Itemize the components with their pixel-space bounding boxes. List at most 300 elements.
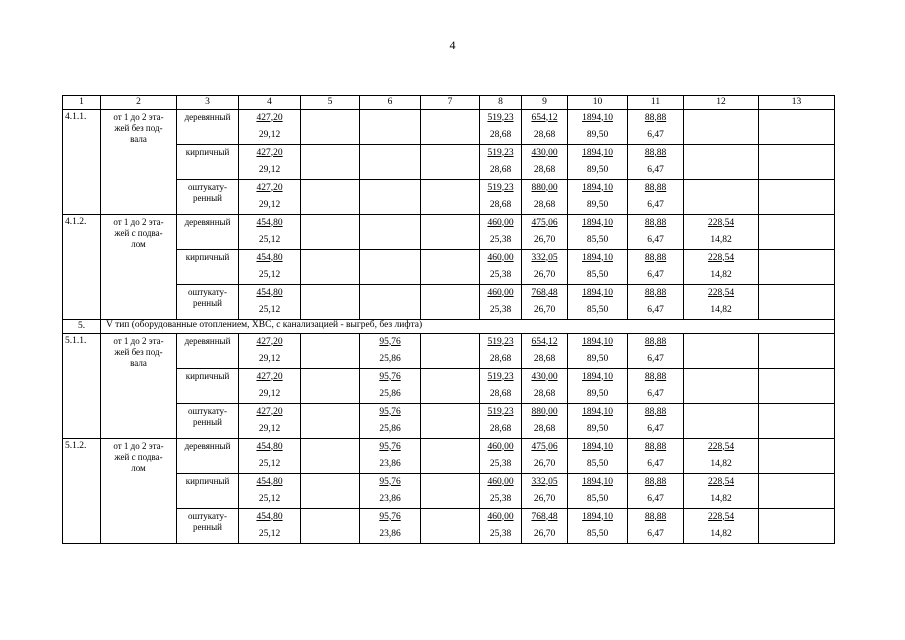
- col-13-cell: [759, 145, 835, 180]
- col-5-cell: [301, 180, 360, 215]
- rate-per-unit-value: 28,68: [533, 353, 556, 364]
- rate-value: 332,05: [531, 476, 558, 487]
- col-8-cell: [480, 250, 522, 285]
- col-13-cell: [759, 474, 835, 509]
- rate-value: 475,06: [531, 441, 558, 452]
- col-10-cell: [568, 509, 628, 544]
- col-6-cell: [360, 250, 421, 285]
- col-6-cell: [360, 439, 421, 474]
- col-5-cell: [301, 110, 360, 145]
- rate-per-unit-value: 6,47: [647, 353, 664, 364]
- col-8-cell: [480, 180, 522, 215]
- rate-per-unit-value: 14,82: [710, 528, 732, 539]
- rate-per-unit-value: 23,86: [379, 493, 401, 504]
- col-7-cell: [421, 110, 480, 145]
- table-row: [63, 110, 835, 145]
- col-11-cell: [628, 334, 684, 369]
- col-11-cell: [628, 145, 684, 180]
- rate-value: 88,88: [644, 441, 667, 452]
- col-7-cell: [421, 180, 480, 215]
- column-number-5: 5: [301, 96, 360, 110]
- rate-per-unit-value: 25,86: [379, 423, 401, 434]
- col-5-cell: [301, 474, 360, 509]
- rate-value: 1894,10: [582, 336, 613, 347]
- rate-per-unit-value: 29,12: [258, 129, 281, 140]
- col-10-cell: [568, 369, 628, 404]
- rate-per-unit-value: 6,47: [647, 493, 664, 504]
- col-4-cell: [239, 369, 301, 404]
- rate-per-unit-value: 14,82: [710, 458, 732, 469]
- rate-value: 95,76: [379, 371, 401, 382]
- col-5-cell: [301, 369, 360, 404]
- rate-value: 1894,10: [582, 112, 613, 123]
- rate-value: 768,48: [531, 511, 558, 522]
- col-5-cell: [301, 509, 360, 544]
- col-13-cell: [759, 439, 835, 474]
- rate-per-unit-value: 25,38: [489, 528, 512, 539]
- tariff-table: [62, 95, 835, 544]
- rate-value: 475,06: [531, 217, 558, 228]
- section-code: 5.: [63, 320, 101, 334]
- col-12-cell: [684, 334, 759, 369]
- wall-material: кирпичный: [177, 369, 239, 404]
- rate-value: 460,00: [487, 287, 514, 298]
- col-4-cell: [239, 180, 301, 215]
- column-number-12: 12: [684, 96, 759, 110]
- col-7-cell: [421, 474, 480, 509]
- rate-per-unit-value: 6,47: [647, 164, 664, 175]
- rate-per-unit-value: 14,82: [710, 234, 732, 245]
- rate-per-unit-value: 25,86: [379, 353, 401, 364]
- col-7-cell: [421, 404, 480, 439]
- rate-per-unit-value: 26,70: [533, 269, 556, 280]
- column-number-11: 11: [628, 96, 684, 110]
- col-7-cell: [421, 509, 480, 544]
- col-5-cell: [301, 334, 360, 369]
- col-11-cell: [628, 474, 684, 509]
- wall-material: деревянный: [177, 334, 239, 369]
- rate-value: 454,80: [256, 476, 283, 487]
- rate-value: 519,23: [487, 182, 514, 193]
- rate-value: 88,88: [644, 182, 667, 193]
- col-6-cell: [360, 285, 421, 320]
- col-13-cell: [759, 509, 835, 544]
- col-13-cell: [759, 334, 835, 369]
- rate-per-unit-value: 85,50: [586, 493, 609, 504]
- rate-per-unit-value: 14,82: [710, 269, 732, 280]
- table-row: [63, 145, 835, 180]
- wall-material: кирпичный: [177, 474, 239, 509]
- column-number-9: 9: [522, 96, 568, 110]
- col-5-cell: [301, 439, 360, 474]
- column-number-10: 10: [568, 96, 628, 110]
- rate-per-unit-value: 29,12: [258, 423, 281, 434]
- group-code: 5.1.1.: [63, 334, 101, 439]
- column-number-3: 3: [177, 96, 239, 110]
- rate-value: 228,54: [707, 287, 735, 298]
- col-6-cell: [360, 145, 421, 180]
- rate-value: 228,54: [707, 476, 735, 487]
- col-7-cell: [421, 439, 480, 474]
- rate-per-unit-value: 28,68: [489, 129, 512, 140]
- rate-value: 228,54: [707, 217, 735, 228]
- rate-per-unit-value: 26,70: [533, 304, 556, 315]
- table-row: [63, 369, 835, 404]
- rate-value: 88,88: [644, 371, 667, 382]
- col-12-cell: [684, 180, 759, 215]
- rate-per-unit-value: 25,38: [489, 269, 512, 280]
- rate-per-unit-value: 6,47: [647, 458, 664, 469]
- col-8-cell: [480, 369, 522, 404]
- wall-material: оштукату- ренный: [177, 180, 239, 215]
- col-10-cell: [568, 110, 628, 145]
- col-13-cell: [759, 285, 835, 320]
- rate-per-unit-value: 89,50: [586, 129, 609, 140]
- rate-value: 88,88: [644, 112, 667, 123]
- col-5-cell: [301, 215, 360, 250]
- rate-value: 1894,10: [582, 252, 613, 263]
- col-6-cell: [360, 404, 421, 439]
- rate-value: 427,20: [256, 371, 283, 382]
- rate-value: 1894,10: [582, 182, 613, 193]
- col-5-cell: [301, 285, 360, 320]
- col-7-cell: [421, 250, 480, 285]
- rate-per-unit-value: 29,12: [258, 353, 281, 364]
- table-row: [63, 509, 835, 544]
- wall-material: деревянный: [177, 215, 239, 250]
- col-9-cell: [522, 369, 568, 404]
- rate-value: 460,00: [487, 476, 514, 487]
- col-7-cell: [421, 215, 480, 250]
- col-4-cell: [239, 250, 301, 285]
- col-11-cell: [628, 285, 684, 320]
- col-13-cell: [759, 215, 835, 250]
- col-8-cell: [480, 334, 522, 369]
- col-8-cell: [480, 404, 522, 439]
- col-11-cell: [628, 404, 684, 439]
- rate-value: 519,23: [487, 147, 514, 158]
- rate-per-unit-value: 26,70: [533, 458, 556, 469]
- column-number-8: 8: [480, 96, 522, 110]
- rate-per-unit-value: 6,47: [647, 269, 664, 280]
- rate-value: 1894,10: [582, 406, 613, 417]
- col-8-cell: [480, 509, 522, 544]
- rate-value: 95,76: [379, 511, 401, 522]
- rate-per-unit-value: 29,12: [258, 199, 281, 210]
- rate-value: 88,88: [644, 406, 667, 417]
- col-10-cell: [568, 285, 628, 320]
- rate-per-unit-value: 6,47: [647, 423, 664, 434]
- wall-material: оштукату- ренный: [177, 404, 239, 439]
- group-code: 4.1.1.: [63, 110, 101, 215]
- rate-value: 228,54: [707, 511, 735, 522]
- rate-value: 1894,10: [582, 476, 613, 487]
- rate-value: 460,00: [487, 252, 514, 263]
- rate-per-unit-value: 25,12: [258, 304, 281, 315]
- rate-per-unit-value: 25,38: [489, 234, 512, 245]
- col-12-cell: [684, 509, 759, 544]
- col-13-cell: [759, 404, 835, 439]
- col-5-cell: [301, 250, 360, 285]
- col-12-cell: [684, 145, 759, 180]
- rate-per-unit-value: 25,38: [489, 458, 512, 469]
- rate-value: 88,88: [644, 252, 667, 263]
- col-4-cell: [239, 404, 301, 439]
- section-row: [63, 320, 835, 334]
- wall-material: кирпичный: [177, 250, 239, 285]
- rate-per-unit-value: 23,86: [379, 528, 401, 539]
- group-code: 5.1.2.: [63, 439, 101, 544]
- col-8-cell: [480, 439, 522, 474]
- wall-material: оштукату- ренный: [177, 285, 239, 320]
- column-numbers-row: [63, 96, 835, 110]
- col-12-cell: [684, 250, 759, 285]
- rate-value: 768,48: [531, 287, 558, 298]
- col-10-cell: [568, 404, 628, 439]
- col-6-cell: [360, 369, 421, 404]
- rate-value: 519,23: [487, 112, 514, 123]
- rate-per-unit-value: 26,70: [533, 493, 556, 504]
- rate-value: 427,20: [256, 182, 283, 193]
- column-number-1: 1: [63, 96, 101, 110]
- col-11-cell: [628, 439, 684, 474]
- col-8-cell: [480, 145, 522, 180]
- rate-per-unit-value: 29,12: [258, 164, 281, 175]
- col-7-cell: [421, 145, 480, 180]
- col-9-cell: [522, 180, 568, 215]
- wall-material: оштукату- ренный: [177, 509, 239, 544]
- rate-per-unit-value: 28,68: [533, 164, 556, 175]
- rate-value: 95,76: [379, 336, 401, 347]
- col-12-cell: [684, 404, 759, 439]
- rate-per-unit-value: 23,86: [379, 458, 401, 469]
- col-9-cell: [522, 110, 568, 145]
- rate-per-unit-value: 14,82: [710, 493, 732, 504]
- rate-value: 1894,10: [582, 147, 613, 158]
- col-6-cell: [360, 110, 421, 145]
- col-10-cell: [568, 250, 628, 285]
- col-4-cell: [239, 474, 301, 509]
- rate-value: 519,23: [487, 336, 514, 347]
- col-11-cell: [628, 509, 684, 544]
- rate-per-unit-value: 28,68: [489, 353, 512, 364]
- rate-per-unit-value: 85,50: [586, 269, 609, 280]
- col-9-cell: [522, 145, 568, 180]
- col-7-cell: [421, 334, 480, 369]
- col-10-cell: [568, 334, 628, 369]
- col-13-cell: [759, 180, 835, 215]
- col-9-cell: [522, 439, 568, 474]
- column-number-6: 6: [360, 96, 421, 110]
- rate-value: 1894,10: [582, 371, 613, 382]
- col-12-cell: [684, 439, 759, 474]
- col-6-cell: [360, 509, 421, 544]
- rate-value: 430,00: [531, 147, 558, 158]
- col-6-cell: [360, 334, 421, 369]
- rate-value: 519,23: [487, 406, 514, 417]
- rate-per-unit-value: 6,47: [647, 234, 664, 245]
- table-row: [63, 285, 835, 320]
- rate-per-unit-value: 89,50: [586, 423, 609, 434]
- rate-per-unit-value: 85,50: [586, 234, 609, 245]
- rate-per-unit-value: 28,68: [489, 164, 512, 175]
- group-description: от 1 до 2 эта- жей без под- вала: [101, 334, 177, 439]
- group-description: от 1 до 2 эта- жей без под- вала: [101, 110, 177, 215]
- rate-per-unit-value: 85,50: [586, 528, 609, 539]
- col-6-cell: [360, 180, 421, 215]
- rate-value: 88,88: [644, 147, 667, 158]
- col-4-cell: [239, 145, 301, 180]
- group-description: от 1 до 2 эта- жей с подва- лом: [101, 439, 177, 544]
- col-4-cell: [239, 334, 301, 369]
- table-row: [63, 404, 835, 439]
- rate-value: 228,54: [707, 441, 735, 452]
- group-code: 4.1.2.: [63, 215, 101, 320]
- col-10-cell: [568, 145, 628, 180]
- col-8-cell: [480, 215, 522, 250]
- rate-value: 228,54: [707, 252, 735, 263]
- rate-per-unit-value: 26,70: [533, 234, 556, 245]
- group-description: от 1 до 2 эта- жей с подва- лом: [101, 215, 177, 320]
- rate-per-unit-value: 89,50: [586, 199, 609, 210]
- rate-per-unit-value: 6,47: [647, 528, 664, 539]
- rate-value: 88,88: [644, 511, 667, 522]
- rate-per-unit-value: 25,12: [258, 458, 281, 469]
- table-row: [63, 334, 835, 369]
- rate-per-unit-value: 25,38: [489, 493, 512, 504]
- col-12-cell: [684, 215, 759, 250]
- rate-value: 454,80: [256, 217, 283, 228]
- col-8-cell: [480, 474, 522, 509]
- col-4-cell: [239, 215, 301, 250]
- rate-value: 88,88: [644, 287, 667, 298]
- col-10-cell: [568, 215, 628, 250]
- rate-per-unit-value: 85,50: [586, 458, 609, 469]
- rate-per-unit-value: 6,47: [647, 129, 664, 140]
- rate-per-unit-value: 89,50: [586, 164, 609, 175]
- col-9-cell: [522, 215, 568, 250]
- col-11-cell: [628, 180, 684, 215]
- rate-value: 880,00: [531, 182, 558, 193]
- column-number-2: 2: [101, 96, 177, 110]
- wall-material: кирпичный: [177, 145, 239, 180]
- rate-per-unit-value: 6,47: [647, 199, 664, 210]
- col-4-cell: [239, 285, 301, 320]
- table-row: [63, 474, 835, 509]
- table-row: [63, 439, 835, 474]
- rate-per-unit-value: 25,12: [258, 493, 281, 504]
- col-13-cell: [759, 110, 835, 145]
- wall-material: деревянный: [177, 439, 239, 474]
- col-11-cell: [628, 215, 684, 250]
- rate-value: 454,80: [256, 252, 283, 263]
- rate-value: 519,23: [487, 371, 514, 382]
- col-7-cell: [421, 369, 480, 404]
- rate-value: 654,12: [531, 112, 558, 123]
- rate-value: 1894,10: [582, 441, 613, 452]
- rate-per-unit-value: 28,68: [533, 199, 556, 210]
- rate-value: 454,80: [256, 511, 283, 522]
- table-row: [63, 215, 835, 250]
- rate-value: 454,80: [256, 441, 283, 452]
- col-11-cell: [628, 369, 684, 404]
- rate-per-unit-value: 25,12: [258, 234, 281, 245]
- col-11-cell: [628, 250, 684, 285]
- col-8-cell: [480, 110, 522, 145]
- rate-value: 88,88: [644, 217, 667, 228]
- col-9-cell: [522, 250, 568, 285]
- col-7-cell: [421, 285, 480, 320]
- rate-value: 427,20: [256, 406, 283, 417]
- col-9-cell: [522, 474, 568, 509]
- col-13-cell: [759, 369, 835, 404]
- rate-value: 460,00: [487, 217, 514, 228]
- rate-per-unit-value: 6,47: [647, 388, 664, 399]
- col-5-cell: [301, 145, 360, 180]
- rate-per-unit-value: 28,68: [533, 388, 556, 399]
- column-number-4: 4: [239, 96, 301, 110]
- rate-per-unit-value: 89,50: [586, 353, 609, 364]
- rate-per-unit-value: 28,68: [489, 199, 512, 210]
- rate-per-unit-value: 29,12: [258, 388, 281, 399]
- col-4-cell: [239, 110, 301, 145]
- rate-value: 1894,10: [582, 287, 613, 298]
- col-6-cell: [360, 215, 421, 250]
- rate-per-unit-value: 14,82: [710, 304, 732, 315]
- col-12-cell: [684, 369, 759, 404]
- table-row: [63, 180, 835, 215]
- col-10-cell: [568, 439, 628, 474]
- col-4-cell: [239, 439, 301, 474]
- rate-per-unit-value: 25,12: [258, 269, 281, 280]
- page-number: 4: [449, 38, 456, 52]
- column-number-7: 7: [421, 96, 480, 110]
- col-6-cell: [360, 474, 421, 509]
- rate-value: 88,88: [644, 336, 667, 347]
- rate-value: 460,00: [487, 441, 514, 452]
- col-4-cell: [239, 509, 301, 544]
- rate-value: 88,88: [644, 476, 667, 487]
- col-12-cell: [684, 285, 759, 320]
- rate-per-unit-value: 25,38: [489, 304, 512, 315]
- rate-per-unit-value: 28,68: [489, 388, 512, 399]
- rate-per-unit-value: 85,50: [586, 304, 609, 315]
- rate-value: 427,20: [256, 112, 283, 123]
- rate-value: 427,20: [256, 336, 283, 347]
- rate-per-unit-value: 28,68: [533, 423, 556, 434]
- rate-per-unit-value: 25,86: [379, 388, 401, 399]
- col-10-cell: [568, 180, 628, 215]
- col-11-cell: [628, 110, 684, 145]
- rate-per-unit-value: 89,50: [586, 388, 609, 399]
- rate-value: 1894,10: [582, 217, 613, 228]
- section-title: V тип (оборудованные отоплением, ХВС, с канализацией - выгреб, без лифта): [101, 320, 835, 334]
- column-number-13: 13: [759, 96, 835, 110]
- col-9-cell: [522, 334, 568, 369]
- rate-value: 430,00: [531, 371, 558, 382]
- rate-per-unit-value: 25,12: [258, 528, 281, 539]
- col-9-cell: [522, 509, 568, 544]
- col-12-cell: [684, 110, 759, 145]
- rate-value: 95,76: [379, 476, 401, 487]
- col-12-cell: [684, 474, 759, 509]
- rate-value: 654,12: [531, 336, 558, 347]
- col-9-cell: [522, 285, 568, 320]
- rate-per-unit-value: 28,68: [489, 423, 512, 434]
- rate-value: 427,20: [256, 147, 283, 158]
- rate-value: 880,00: [531, 406, 558, 417]
- rate-value: 95,76: [379, 406, 401, 417]
